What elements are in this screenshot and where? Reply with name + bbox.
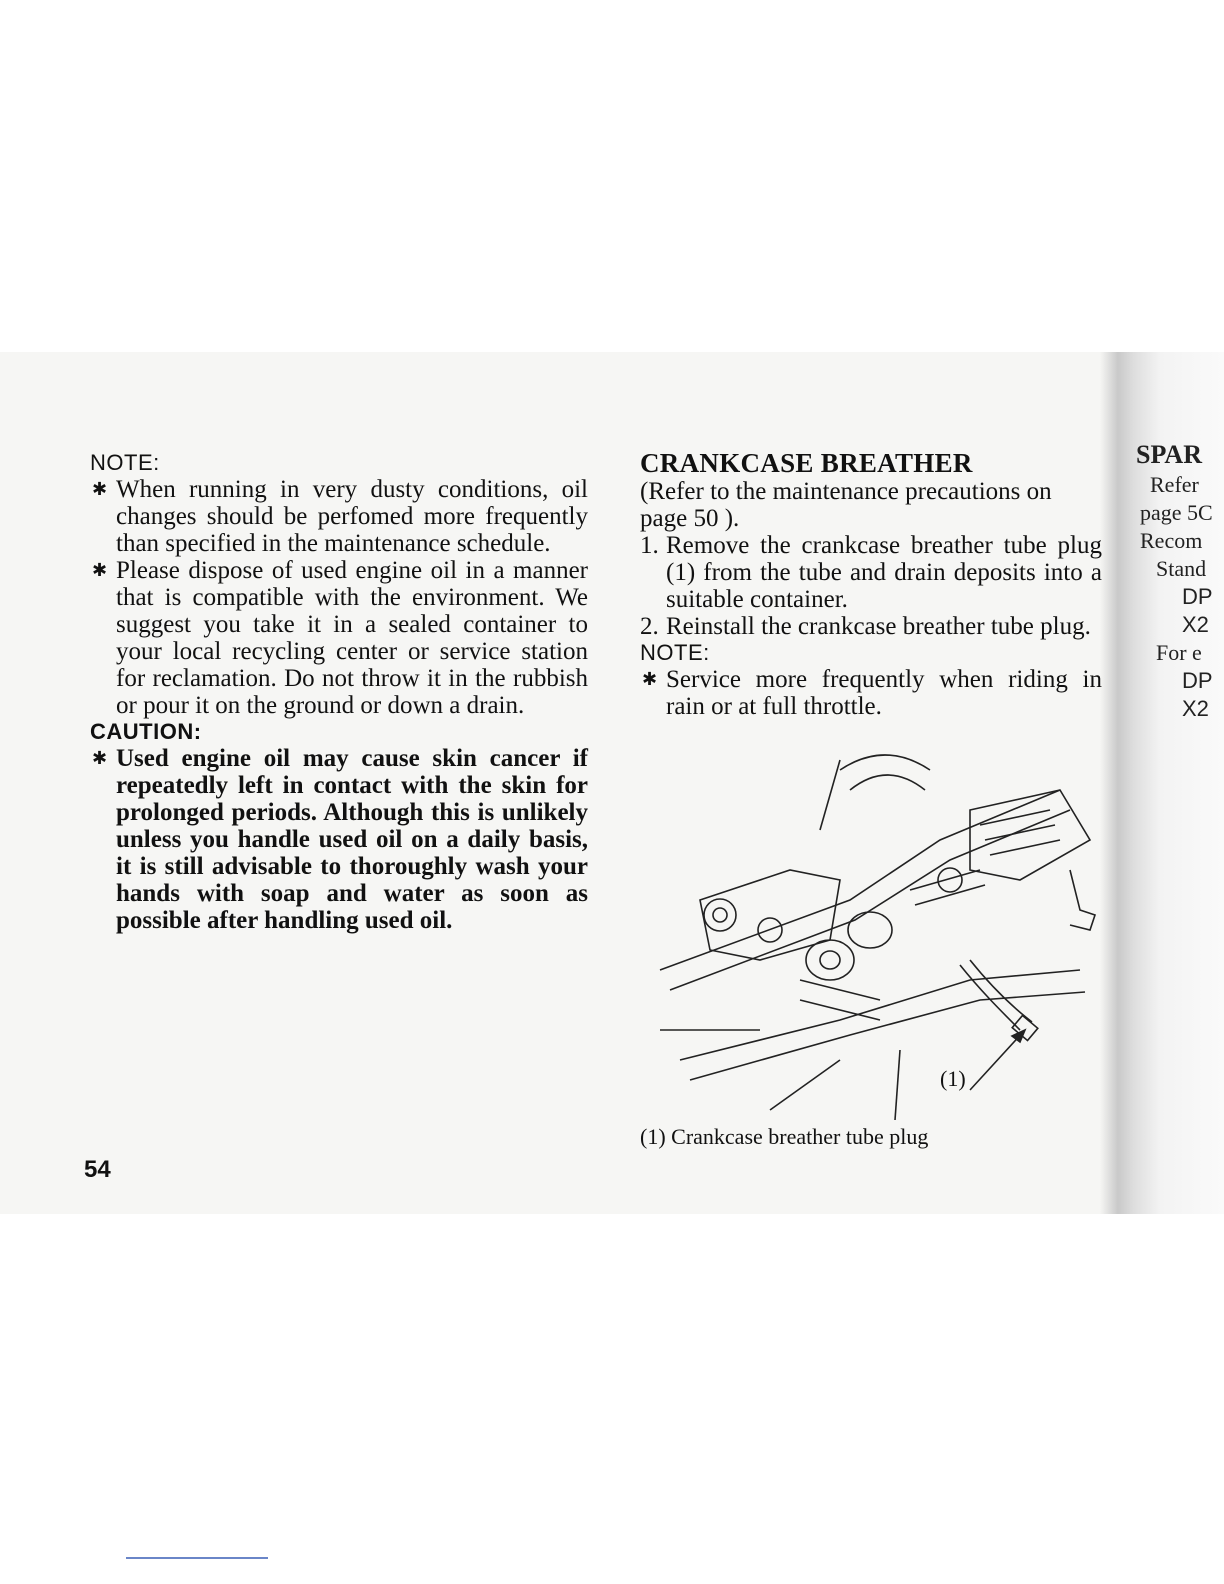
edge-text-line: Refer — [1150, 472, 1199, 497]
edge-text-line: DP — [1182, 584, 1213, 609]
page-number: 54 — [84, 1156, 111, 1183]
figure-caption: (1) Crankcase breather tube plug — [640, 1124, 929, 1149]
step-text: Remove the crankcase breather tube plug (1) from the tube and drain deposits into a suitable container. — [666, 532, 1102, 613]
note-bullet-text: Service more frequently when riding in rain or at full throttle. — [666, 666, 1102, 720]
bullet-star-icon: ✱ — [92, 748, 108, 768]
figure-callout: (1) — [940, 1066, 966, 1091]
note-bullet-text: When running in very dusty conditions, oil changes should be perfomed more frequently than specified in the maintenance schedule. — [116, 476, 588, 557]
note-heading: NOTE: — [640, 640, 710, 665]
step-text: Reinstall the crankcase breather tube plug. — [666, 613, 1091, 640]
edge-text-line: page 5C — [1140, 500, 1213, 525]
note-bullet-text: Please dispose of used engine oil in a manner that is compatible with the environment. We suggest you take it in a sealed container to your local recycling center or service station for reclamation. Do not throw it in the rubbish or pour it on the ground or down a drain. — [116, 557, 588, 719]
crankcase-breather-illustration — [640, 730, 1100, 1120]
caution-bullet — [90, 745, 588, 934]
note-bullet — [640, 666, 1102, 720]
bullet-star-icon: ✱ — [92, 560, 108, 580]
edge-text-line: X2 — [1182, 612, 1209, 637]
footer-underline — [126, 1557, 268, 1559]
edge-text-line: Stand — [1156, 556, 1207, 581]
note-bullet — [90, 476, 588, 557]
step-number: 2. — [640, 613, 659, 640]
note-bullet — [90, 557, 588, 719]
intro-text: (Refer to the maintenance precautions on page 50 ). — [640, 478, 1052, 532]
step-number: 1. — [640, 532, 659, 559]
edge-text-line: For e — [1156, 640, 1202, 665]
edge-text-line: X2 — [1182, 696, 1209, 721]
step-item — [640, 532, 1102, 613]
left-column — [90, 450, 588, 934]
edge-text-line: SPAR — [1136, 440, 1202, 469]
section-title: CRANKCASE BREATHER — [640, 448, 973, 478]
bullet-star-icon: ✱ — [642, 669, 658, 689]
caution-bullet-text: Used engine oil may cause skin cancer if repeatedly left in contact with the skin for prolonged periods. Although this is unlikely unless you handle used oil on a daily basis, it is still advisable to thoroughly wash your hands with soap and water as soon as possible after handling used oil. — [116, 745, 588, 934]
note-heading: NOTE: — [90, 450, 160, 475]
right-column — [640, 448, 1102, 720]
step-item — [640, 613, 1102, 640]
edge-text-line: DP — [1182, 668, 1213, 693]
bullet-star-icon: ✱ — [92, 479, 108, 499]
caution-heading: CAUTION: — [90, 719, 202, 744]
edge-text-line: Recom — [1140, 528, 1203, 553]
